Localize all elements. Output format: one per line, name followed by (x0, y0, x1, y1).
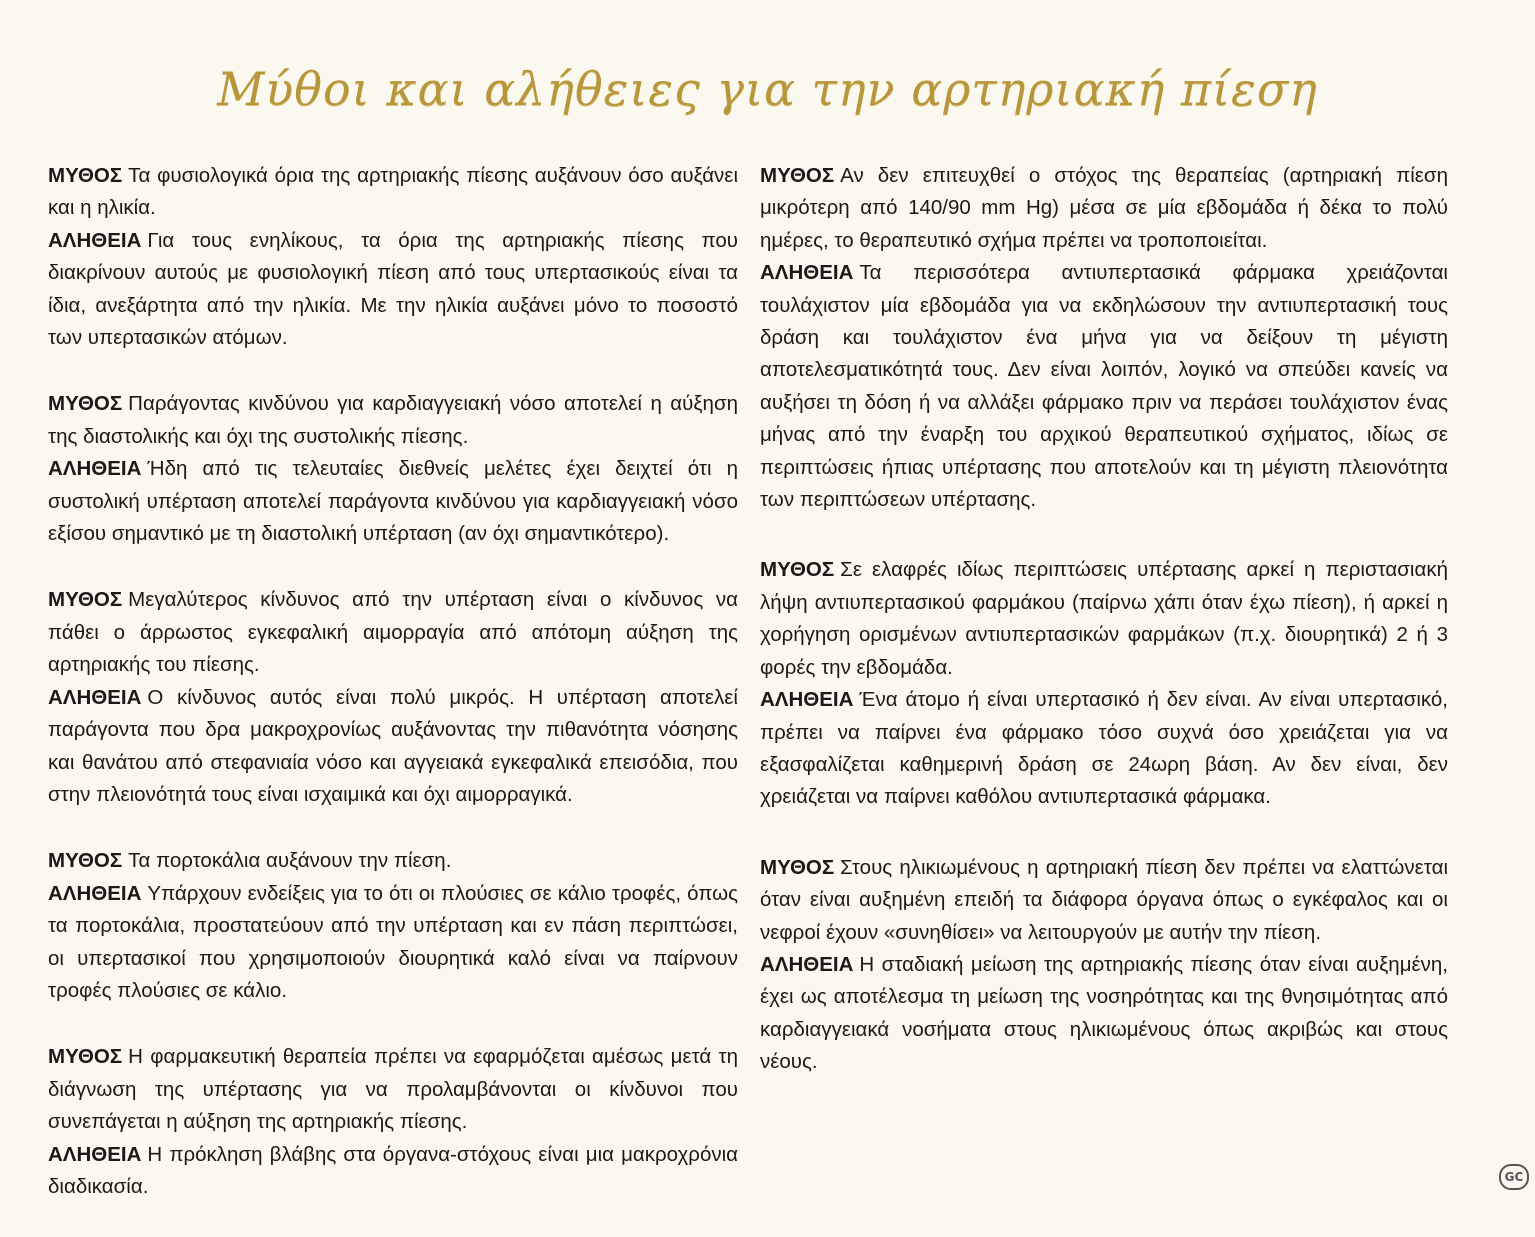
truth-text: Ήδη από τις τελευταίες διεθνείς μελέτες έχει δειχτεί ότι η συστολική υπέρταση αποτελεί παράγοντα κινδύνου για καρδιαγγειακή νόσο εξίσου σημαντικό με τη διαστολική υπέρταση (αν όχι σημαντικότερο). (48, 457, 738, 546)
myth-paragraph (760, 554, 1448, 684)
myth-paragraph (760, 852, 1448, 949)
myth-label: ΜΥΘΟΣ (48, 849, 123, 873)
corner-logo: GC (1499, 1164, 1529, 1190)
myth-label: ΜΥΘΟΣ (760, 164, 835, 187)
myth-paragraph (48, 584, 738, 681)
truth-text: Τα περισσότερα αντιυπερτασικά φάρμακα χρειάζονται τουλάχιστον μία εβδομάδα για να εκδηλώσουν την αντιυπερτασική τους δράση και τουλάχιστον ένα μήνα για να δείξουν τη μέγιστη αποτελεσματικότητά τους. Δεν είναι λοιπόν, λογικό να σπεύδει κανείς να αυξήσει τη δόση ή να αλλάξει φάρμακο πριν να περάσει τουλάχιστον ένας μήνας από την έναρξη του αρχικού θεραπευτικού σχήματος, ιδίως σε περιπτώσεις ήπιας υπέρτασης που αποτελούν και τη μέγιστη πλειονότητα των περιπτώσεων υπέρτασης. (760, 261, 1448, 512)
myth-text: Παράγοντας κινδύνου για καρδιαγγειακή νόσο αποτελεί η αύξηση της διαστολικής και όχι της συστολικής πίεσης. (48, 392, 738, 448)
myth-entry (760, 852, 1448, 1079)
truth-label: ΑΛΗΘΕΙΑ (48, 881, 142, 905)
truth-paragraph (48, 453, 738, 550)
truth-text: Υπάρχουν ενδείξεις για το ότι οι πλούσιες σε κάλιο τροφές, όπως τα πορτοκάλια, προστατεύουν από την υπέρταση και εν πάση περιπτώσει, οι υπερτασικοί που χρησιμοποιούν διουρητικά καλό είναι να παίρνουν τροφές πλούσιες σε κάλιο. (48, 881, 738, 1002)
myth-text: Αν δεν επιτευχθεί ο στόχος της θεραπείας (αρτηριακή πίεση μικρότερη από 140/90 mm Hg) μέσα σε μία εβδομάδα ή δέκα το πολύ ημέρες, το θεραπευτικό σχήμα πρέπει να τροποποιείται. (760, 164, 1448, 252)
truth-text: Ένα άτομο ή είναι υπερτασικό ή δεν είναι. Αν είναι υπερτασικό, πρέπει να παίρνει ένα φάρμακο τόσο συχνά όσο χρειάζεται για να εξασφαλίζεται καθημερινή δράση σε 24ωρη βάση. Αν δεν είναι, δεν χρειάζεται να παίρνει καθόλου αντιυπερτασικά φάρμακα. (760, 688, 1448, 809)
truth-text: Για τους ενηλίκους, τα όρια της αρτηριακής πίεσης που διακρίνουν αυτούς με φυσιολογική πίεση από τους υπερτασικούς είναι τα ίδια, ανεξάρτητα από την ηλικία. Με την ηλικία αυξάνει μόνο το ποσοστό των υπερτασικών ατόμων. (48, 228, 738, 350)
myth-entry (48, 845, 738, 1007)
myth-paragraph (48, 388, 738, 453)
myth-label: ΜΥΘΟΣ (48, 1045, 123, 1069)
truth-label: ΑΛΗΘΕΙΑ (48, 1142, 142, 1166)
myth-label: ΜΥΘΟΣ (760, 558, 835, 582)
myth-text: Τα φυσιολογικά όρια της αρτηριακής πίεσης αυξάνουν όσο αυξάνει και η ηλικία. (48, 164, 738, 220)
truth-text: Η σταδιακή μείωση της αρτηριακής πίεσης όταν είναι αυξημένη, έχει ως αποτέλεσμα τη μείωση της νοσηρότητας και της θνησιμότητας από καρδιαγγειακά νοσήματα στους ηλικιωμένους όπως ακριβώς και στους νέους. (760, 952, 1448, 1074)
left-column (48, 160, 738, 1237)
myth-text: Τα πορτοκάλια αυξάνουν την πίεση. (128, 849, 452, 873)
truth-label: ΑΛΗΘΕΙΑ (48, 228, 142, 252)
myth-entry (48, 1041, 738, 1203)
myth-label: ΜΥΘΟΣ (48, 588, 123, 612)
truth-paragraph (48, 682, 738, 812)
truth-paragraph (760, 684, 1448, 814)
myth-text: Στους ηλικιωμένους η αρτηριακή πίεση δεν πρέπει να ελαττώνεται όταν είναι αυξημένη επειδή τα διάφορα όργανα όπως ο εγκέφαλος και οι νεφροί έχουν «συνηθίσει» να λειτουργούν με αυτήν την πίεση. (760, 855, 1448, 944)
truth-label: ΑΛΗΘΕΙΑ (760, 688, 854, 712)
myth-entry (48, 584, 738, 811)
page-title: Μύθοι και αλήθειες για την αρτηριακή πίεση (217, 62, 1318, 116)
myth-label: ΜΥΘΟΣ (760, 855, 835, 879)
myth-paragraph (48, 845, 738, 877)
truth-label: ΑΛΗΘΕΙΑ (760, 952, 854, 976)
myth-label: ΜΥΘΟΣ (48, 164, 123, 187)
myth-text: Σε ελαφρές ιδίως περιπτώσεις υπέρτασης αρκεί η περιστασιακή λήψη αντιυπερτασικού φαρμάκου (παίρνω χάπι όταν έχω πίεση), ή αρκεί η χορήγηση ορισμένων αντιυπερτασικών φαρμάκων (π.χ. διουρητικά) 2 ή 3 φορές την εβδομάδα. (760, 558, 1448, 679)
myth-entry (760, 554, 1448, 813)
truth-label: ΑΛΗΘΕΙΑ (48, 685, 142, 709)
truth-text: Η πρόκληση βλάβης στα όργανα-στόχους είναι μια μακροχρόνια διαδικασία. (48, 1142, 738, 1198)
truth-paragraph (760, 949, 1448, 1079)
truth-paragraph (48, 225, 738, 355)
truth-paragraph (48, 878, 738, 1008)
truth-label: ΑΛΗΘΕΙΑ (48, 457, 142, 481)
myth-text: Μεγαλύτερος κίνδυνος από την υπέρταση είναι ο κίνδυνος να πάθει ο άρρωστος εγκεφαλική αιμορραγία από απότομη αύξηση της αρτηριακής του πίεσης. (48, 588, 738, 677)
myth-paragraph (48, 160, 738, 225)
right-column (760, 160, 1448, 1117)
myth-text: Η φαρμακευτική θεραπεία πρέπει να εφαρμόζεται αμέσως μετά τη διάγνωση της υπέρτασης για να προλαμβάνονται οι κίνδυνοι που συνεπάγεται η αύξηση της αρτηριακής πίεσης. (48, 1045, 738, 1134)
truth-text: Ο κίνδυνος αυτός είναι πολύ μικρός. Η υπέρταση αποτελεί παράγοντα που δρα μακροχρονίως αυξάνοντας την πιθανότητα νόσησης και θανάτου από στεφανιαία νόσο και αγγειακά εγκεφαλικά επεισόδια, που στην πλειονότητά τους είναι ισχαιμικά και όχι αιμορραγικά. (48, 685, 738, 806)
truth-label: ΑΛΗΘΕΙΑ (760, 261, 854, 285)
myth-entry (48, 388, 738, 550)
myth-label: ΜΥΘΟΣ (48, 392, 123, 416)
truth-paragraph (48, 1139, 738, 1204)
myth-entry (760, 160, 1448, 516)
myth-paragraph (48, 1041, 738, 1138)
myth-entry (48, 160, 738, 354)
truth-paragraph (760, 257, 1448, 516)
myth-paragraph (760, 160, 1448, 257)
